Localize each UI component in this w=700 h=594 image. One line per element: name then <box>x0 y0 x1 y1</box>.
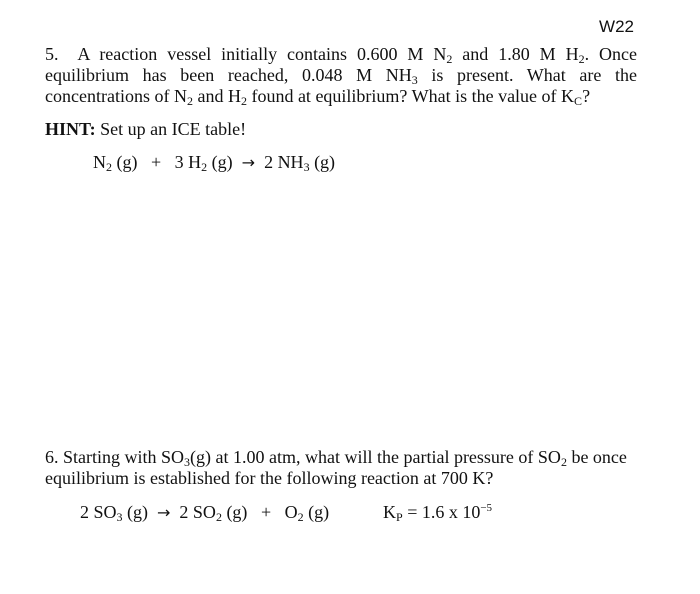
reaction-arrow-icon: → <box>157 503 171 522</box>
kp-value: $K_P = 1.6$ x $10^{-5}$ <box>383 502 493 524</box>
question-5: 5. A reaction vessel initially contains 0.600 M $N_2$ and 1.80 M $H_2$. Once equilibrium has been reached, 0.048 M $NH_3$ is present. What are the concentrations of $N_2$ and $H_2$ found at equilibrium? What is the value of $K_C$? <box>45 44 637 108</box>
reaction-arrow-icon: → <box>241 153 256 172</box>
hint-line <box>45 119 246 140</box>
hint-label: HINT: <box>45 119 96 139</box>
equation-so3: 2 $SO_3$ (g) → 2 $SO_2$ (g) + $O_2$ (g) <box>80 502 330 524</box>
hint-text: Set up an ICE table! <box>95 119 247 139</box>
equation-haber: $N_2$ (g) + 3 $H_2$ (g) → 2 $NH_3$ (g) <box>93 152 336 174</box>
page-code: W22 <box>599 17 634 36</box>
question-6: 6. Starting with $SO_3(g)$ at 1.00 atm, what will the partial pressure of $SO_2$ be once equilibrium is established for the following reaction at 700 K? <box>45 447 627 488</box>
